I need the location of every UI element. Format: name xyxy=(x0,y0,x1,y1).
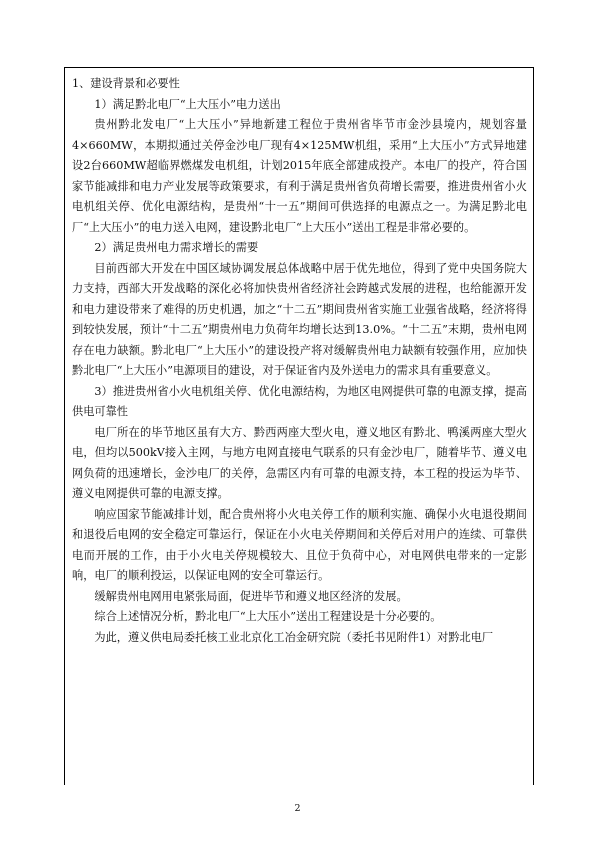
paragraph-3: 电厂所在的毕节地区虽有大方、黔西两座大型火电，遵义地区有黔北、鸭溪两座大型火电，但均以500kV接入主网，与地方电网直接电气联系的只有金沙电厂，随着毕节、遵义电网负荷的迅速增长，金沙电厂的关停，急需区内有可靠的电源支持，本工程的投运为毕节、遵义电网提供可靠的电源支撑。 xyxy=(72,425,527,500)
paragraph-1: 贵州黔北发电厂“上大压小”异地新建工程位于贵州省毕节市金沙县境内，规划容量4×660MW，本期拟通过关停金沙电厂现有4×125MW机组，采用“上大压小”方式异地建设2台660MW超临界燃煤发电机组，计划2015年底全部建成投产。本电厂的投产，符合国家节能减排和电力产业发展等政策要求，有利于满足贵州省负荷增长需要，推进贵州省小火电机组关停、优化电源结构，是贵州“十一五”期间可供选择的电源点之一。为满足黔北电厂“上大压小”的电力送入电网，建设黔北电厂“上大压小”送出工程是非常必要的。 xyxy=(72,118,527,234)
paragraph-2: 目前西部大开发在中国区域协调发展总体战略中居于优先地位，得到了党中央国务院大力支持，西部大开发战略的深化必将加快贵州省经济社会跨越式发展的进程，也给能源开发和电力建设带来了难得的历史机遇，加之“十二五”期间贵州省实施工业强省战略，经济将得到较快发展，预计“十二五”期贵州电力负荷年均增长达到13.0%。“十二五”末期，贵州电网存在电力缺额。黔北电厂“上大压小”的建设投产将对缓解贵州电力缺额有较强作用，应加快黔北电厂“上大压小”电源项目的建设，对于保证省内及外送电力的需求具有重要意义。 xyxy=(72,261,527,377)
page-number: 2 xyxy=(294,803,301,814)
paragraph-5: 缓解贵州电网用电紧张局面，促进毕节和遵义地区经济的发展。 xyxy=(94,589,408,603)
subheading-3: 3）推进贵州省小火电机组关停、优化电源结构，为地区电网提供可靠的电源支撑，提高供电可靠性 xyxy=(72,384,527,418)
paragraph-4: 响应国家节能减排计划，配合贵州将小火电关停工作的顺利实施、确保小火电退役期间和退役后电网的安全稳定可靠运行，保证在小火电关停期间和关停后对用户的连续、可靠供电而开展的工作，由于小火电关停规模较大、且位于负荷中心，对电网供电带来的一定影响，电厂的顺利投运，以保证电网的安全可靠运行。 xyxy=(72,507,527,582)
paragraph-7: 为此，遵义供电局委托核工业北京化工冶金研究院（委托书见附件1）对黔北电厂 xyxy=(94,630,494,644)
subheading-1: 1）满足黔北电厂“上大压小”电力送出 xyxy=(94,97,281,111)
subheading-2: 2）满足贵州电力需求增长的需要 xyxy=(94,241,259,254)
section-heading: 1、建设背景和必要性 xyxy=(72,77,180,90)
content-frame xyxy=(64,67,534,785)
paragraph-6: 综合上述情况分析，黔北电厂“上大压小”送出工程建设是十分必要的。 xyxy=(94,610,442,623)
document-body xyxy=(65,68,533,648)
